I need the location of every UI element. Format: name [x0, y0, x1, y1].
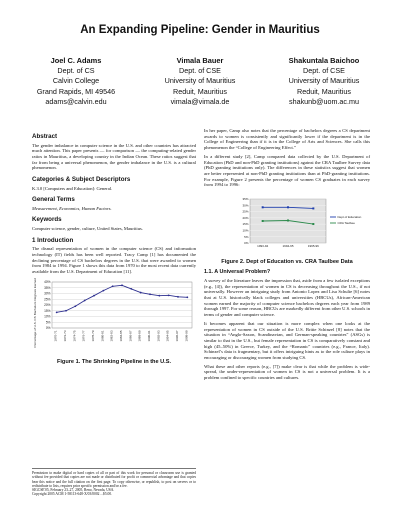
categories-heading: Categories & Subject Descriptors	[32, 176, 131, 184]
right-paragraph-2: In a different study [2], Camp compared data collected by the U.S. Department of Education (PhD and non-PhD granting institutions) against the CRA Taulbee Survey data (PhD granting institutions only). The differences in these statistics suggest that women are better represented at non-PhD granting institutions than at PhD-granting institutions. For example, Figure 2 presents the percentage of women CS graduates in each survey from 1994 to 1996:	[204, 153, 370, 188]
data-point	[121, 284, 123, 286]
x-tick-label: 1986-87	[128, 330, 133, 342]
intro-text: The dismal representation of women in the computer science (CS) and information technology (IT) fields has been well reported. Tracy Camp [1] has documented the declining percentage of CS bachelors degrees in the U.S. that were awarded to women from 1984 to 1994. Figure 1 shows this data from 1970 to the most recent data currently available from the U.S. Department of Education [11].	[32, 246, 196, 274]
categories-text: K.3.0 [Computers and Education]: General.	[32, 185, 113, 191]
terms-text: Measurement, Economics, Human Factors.	[32, 205, 112, 211]
intro-heading: 1 Introduction	[32, 236, 74, 244]
data-point	[112, 285, 114, 287]
author-dept: Dept. of CSE	[179, 66, 221, 76]
x-tick-label: 1994-95	[165, 330, 170, 342]
author-city: Grand Rapids, MI 49546	[36, 86, 116, 96]
author-dept: Dept. of CS	[57, 66, 95, 76]
x-tick-label: 1980-81	[100, 330, 105, 342]
data-point	[312, 207, 314, 209]
figure-1-caption: Figure 1. The Shrinking Pipeline in the U.S.	[56, 359, 172, 366]
x-tick-label: 1998-99	[184, 330, 189, 342]
y-tick-label: 20%	[242, 215, 249, 220]
copyright-footnote	[32, 468, 196, 497]
figure-1-chart	[32, 278, 196, 356]
keywords-heading: Keywords	[32, 216, 62, 224]
y-tick-label: 25%	[242, 209, 249, 214]
y-tick-label: 25%	[44, 297, 51, 302]
y-tick-label: 30%	[44, 291, 51, 296]
data-point	[102, 289, 104, 291]
author-dept: Dept. of CSE	[303, 66, 345, 76]
data-point	[149, 293, 151, 295]
keywords-text: Computer science, gender, culture, United States, Mauritius.	[32, 225, 143, 231]
data-point	[65, 309, 67, 311]
x-tick-label: 1978-79	[91, 330, 95, 342]
x-tick-label: 1984-85	[119, 330, 123, 342]
data-point	[262, 206, 264, 208]
subsection-heading: 1.1. A Universal Problem?	[204, 269, 271, 276]
x-tick-label: 1974-75	[72, 330, 77, 342]
author-3	[262, 56, 386, 107]
left-column	[32, 128, 196, 370]
data-point	[287, 220, 289, 222]
author-org: University of Mauritius	[288, 76, 360, 86]
author-org: Calvin College	[52, 76, 100, 86]
legend-label: Dept of Education	[337, 215, 362, 220]
x-tick-label: 1994-95	[282, 244, 294, 249]
y-tick-label: 5%	[45, 320, 51, 325]
data-point	[130, 288, 132, 290]
x-tick-label: 1996-97	[175, 330, 179, 342]
right-column	[204, 128, 370, 384]
footnote-conference: SIGCSE'05, February 23–27, 2005, Reno, Nevada, USA.	[32, 488, 115, 493]
y-tick-label: 15%	[44, 308, 51, 313]
legend-label: CRA Taulbee	[337, 221, 355, 226]
data-point	[93, 294, 95, 296]
author-name: Shakuntala Baichoo	[288, 56, 360, 65]
y-tick-label: 35%	[44, 285, 51, 290]
author-org: University of Mauritius	[164, 76, 236, 86]
x-tick-label: 1970-71	[53, 330, 58, 342]
data-point	[140, 291, 142, 293]
y-tick-label: 15%	[242, 222, 249, 227]
footnote-copyright: Copyright 2005 ACM 1-58113-648-X/03/0002 ...$5.00.	[32, 492, 113, 497]
data-point	[84, 299, 86, 301]
y-tick-label: 0%	[45, 325, 51, 330]
figure-2-caption: Figure 2. Dept of Education vs. CRA Taulbee Data	[221, 258, 353, 265]
author-email: adams@calvin.edu	[45, 96, 107, 106]
author-1	[14, 56, 138, 107]
right-paragraph-4: It becomes apparent that our situation is more complex when one looks at the representation of women in CS outside of the U.S. Britte Schinzel [8] notes that the situation in “Anglo-Saxon, Scandinavian, and German-speaking countries” (ASGs) is similar to that in the U.S., but female representation in CS is comparatively constant and high (45–50%) in Greece, Turkey, and the “Romanic” countries (e.g., France, Italy). Schinzel’s data is fragmentary, but it offers intriguing hints as to the role culture plays in encouraging or discouraging women from studying CS.	[204, 320, 370, 361]
x-tick-label: 1988-89	[137, 330, 142, 342]
author-block	[14, 56, 386, 107]
abstract-heading: Abstract	[32, 133, 58, 140]
data-point	[177, 296, 179, 298]
terms-heading: General Terms	[32, 196, 75, 204]
figure-2-chart	[204, 191, 370, 255]
paper-title: An Expanding Pipeline: Gender in Mauritius	[80, 24, 320, 36]
data-point	[168, 294, 170, 296]
author-email: vimala@vimala.de	[170, 96, 230, 106]
x-tick-label: 1995-96	[307, 244, 319, 249]
x-tick-label: 1982-83	[109, 330, 114, 342]
data-point	[74, 305, 76, 307]
y-tick-label: 30%	[242, 203, 249, 208]
author-name: Joel C. Adams	[50, 56, 102, 65]
x-tick-label: 1990-91	[147, 330, 151, 342]
data-point	[287, 206, 289, 208]
author-city: Reduit, Mauritius	[297, 86, 351, 96]
author-city: Reduit, Mauritius	[173, 86, 227, 96]
y-axis-label: Percentage of U.S. CS Bachelors Degrees Earned by Women	[33, 277, 37, 348]
right-paragraph-5: What these and other reports (e.g., [7]) make clear is that while the problem is wide-spread, the under-representation of women in CS is not a universal problem. It is a problem confined to specific countries and cultures.	[204, 363, 370, 381]
author-2	[138, 56, 262, 107]
x-tick-label: 1976-77	[81, 330, 86, 342]
data-point	[312, 223, 314, 225]
y-tick-label: 10%	[242, 228, 249, 233]
author-email: shakunb@uom.ac.mu	[288, 96, 360, 106]
right-paragraph-3: A survey of the literature leaves the impression that, aside from a few isolated exceptions (e.g., [4]), the representation of women in CS is decreasing throughout the U.S., if not universally. However an intriguing study from Antonio Lopez and Lisa Schulte [6] notes that at U.S. historically black colleges and universities (HBCUs), African-American women earned the majority of computer science bachelors degrees each year from 1989 through 1997. For some reason, HBCUs are markedly different from other U.S. schools in terms of gender and computer science.	[204, 277, 370, 318]
figure-1	[32, 278, 196, 358]
data-point	[262, 220, 264, 222]
y-tick-label: 35%	[242, 197, 249, 202]
y-tick-label: 20%	[44, 302, 51, 307]
y-tick-label: 40%	[44, 279, 51, 284]
x-tick-label: 1993-94	[257, 244, 269, 249]
right-paragraph-1: In her paper, Camp also notes that the percentage of bachelors degrees a CS department awards to women is consistently and significantly lower if the department is in the College of Engineering than if it is in the College of Arts and Sciences. She calls this phenomenon the “College of Engineering Effect.”	[204, 128, 370, 151]
x-tick-label: 1992-93	[156, 330, 161, 342]
abstract-text: The gender imbalance in computer science in the U.S. and other countries has attracted much attention. This paper presents — for comparison — the computing-related gender ratios in Mauritius, a developing country in the Indian Ocean. These ratios suggest that far from being a universal phenomenon, the gender imbalance in the U.S. is a cultural phenomenon.	[32, 142, 196, 171]
y-tick-label: 5%	[244, 234, 249, 239]
figure-2	[204, 191, 370, 257]
y-tick-label: 10%	[44, 314, 51, 319]
y-tick-label: 0%	[244, 241, 249, 246]
data-point	[56, 311, 58, 313]
footnote-permission: Permission to make digital or hard copies of all or part of this work for personal or classroom use is granted without fee provided that copies are not made or distributed for profit or commercial advantage and that copies bear this notice and the full citation on the first page. To copy otherwise, or republish, to post on servers or to redistribute to lists, requires prior specific permission and/or a fee.	[32, 471, 196, 488]
data-point	[186, 296, 188, 298]
data-point	[158, 294, 160, 296]
author-name: Vimala Bauer	[176, 56, 224, 65]
x-tick-label: 1972-73	[63, 330, 67, 342]
